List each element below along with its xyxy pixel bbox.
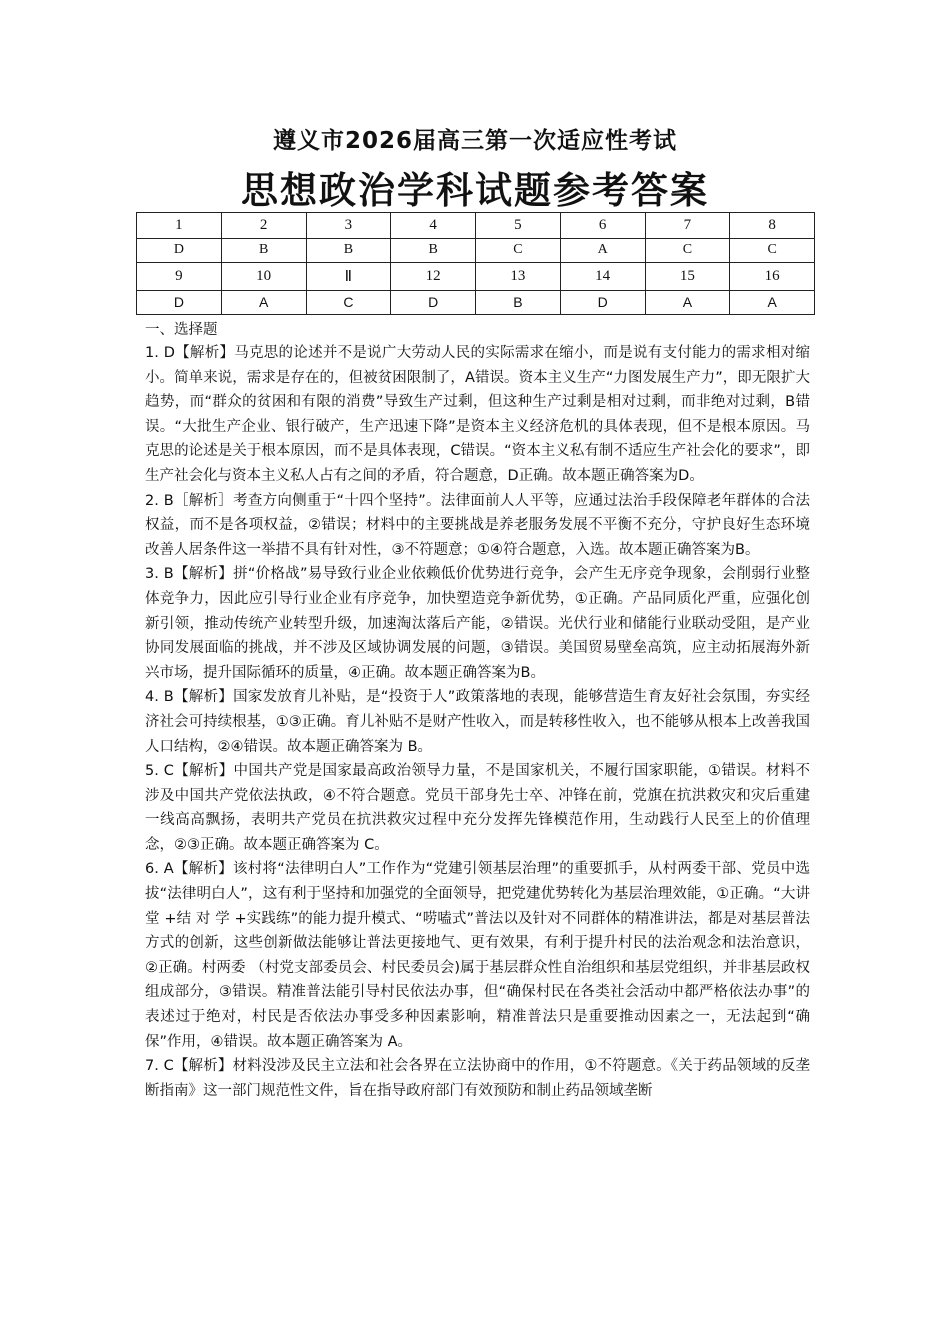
explanation-paragraph: 2. B［解析］考查方向侧重于“十四个坚持”。法律面前人人平等，应通过法治手段保障老年群体的合法权益，而不是各项权益，②错误；材料中的主要挑战是养老服务发展不平衡不充分，守护良好生态环境改善人居条件这一举措不具有针对性，③不符题意；①④符合题意，入选。故本题正确答案为B。 [145, 492, 810, 558]
table-cell: 16 [730, 262, 815, 290]
table-cell: 3 [306, 213, 391, 239]
explanation-paragraph: 3. B【解析】拼“价格战”易导致行业企业依赖低价优势进行竞争，会产生无序竞争现象，会削弱行业整体竞争力，因此应引导行业企业有序竞争，加快塑造竞争新优势，①正确。产品同质化严重，应强化创新引领，推动传统产业转型升级，加速淘汰落后产能，②错误。光伏行业和储能行业联动受阻，是产业协同发展面临的挑战，并不涉及区域协调发展的问题，③错误。美国贸易壁垒高筑，应主动拓展海外新兴市场，提升国际循环的质量，④正确。故本题正确答案为B。 [145, 566, 810, 681]
table-cell: 2 [221, 213, 306, 239]
table-cell: B [391, 238, 476, 262]
question-number-row [137, 213, 815, 239]
question-number-row [137, 262, 815, 290]
table-cell: 9 [137, 262, 222, 290]
table-cell: 8 [730, 213, 815, 239]
table-cell: C [306, 290, 391, 314]
explanation-paragraph: 6. A【解析】该村将“法律明白人”工作作为“党建引领基层治理”的重要抓手，从村两委干部、党员中选拔“法律明白人”，这有利于坚持和加强党的全面领导，把党建优势转化为基层治理效能，①正确。“大讲堂 +结 对 学 +实践练”的能力提升模式、“唠嗑式”普法以及针对不同群体的精准讲法，都是对基层普法方式的创新，这些创新做法能够让普法更接地气、更有效果，有利于提升村民的法治观念和法治意识，②正确。村两委 （村党支部委员会、村民委员会)属于基层群众性自治组织和基层党组织，并非基层政权组成部分，③错误。精准普法能引导村民依法办事，但“确保村民在各类社会活动中都严格依法办事”的表述过于绝对，村民是否依法办事受多种因素影响，精准普法只是重要推动因素之一，无法起到“确保”作用，④错误。故本题正确答案为 A。 [145, 861, 810, 1050]
table-cell: A [221, 290, 306, 314]
explanation-paragraph: 7. C【解析】材料没涉及民主立法和社会各界在立法协商中的作用，①不符题意。《关于药品领域的反垄断指南》这一部门规范性文件，旨在指导政府部门有效预防和制止药品领域垄断 [145, 1058, 810, 1099]
table-cell: C [476, 238, 561, 262]
table-cell: C [730, 238, 815, 262]
section-heading: 一、选择题 [145, 322, 218, 338]
table-cell: A [645, 290, 730, 314]
explanations [145, 341, 810, 1103]
table-cell: Ⅱ [306, 262, 391, 290]
subject-title: 思想政治学科试题参考答案 [241, 168, 709, 212]
explanation-paragraph: 1. D【解析】马克思的论述并不是说广大劳动人民的实际需求在缩小，而是说有支付能力的需求相对缩小。简单来说，需求是存在的，但被贫困限制了，A错误。资本主义生产“力图发展生产力”，即无限扩大趋势，而“群众的贫困和有限的消费”导致生产过剩，但这种生产过剩是相对过剩，而非绝对过剩，B错误。“大批生产企业、银行破产，生产迅速下降”是资本主义经济危机的具体表现，但不是根本原因。马克思的论述是关于根本原因，而不是具体表现，C错误。“资本主义私有制不适应生产社会化的要求”，即生产社会化与资本主义私人占有之间的矛盾，符合题意，D正确。故本题正确答案为D。 [145, 345, 810, 484]
table-cell: C [645, 238, 730, 262]
table-cell: 13 [476, 262, 561, 290]
explanation-paragraph: 4. B【解析】国家发放育儿补贴，是“投资于人”政策落地的表现，能够营造生育友好社会氛围，夯实经济社会可持续根基，①③正确。育儿补贴不是财产性收入，而是转移性收入，也不能够从根本上改善我国人口结构，②④错误。故本题正确答案为 B。 [145, 689, 810, 755]
table-cell: 15 [645, 262, 730, 290]
table-cell: 5 [476, 213, 561, 239]
table-cell: B [221, 238, 306, 262]
table-cell: D [137, 238, 222, 262]
table-cell: D [560, 290, 645, 314]
table-cell: A [730, 290, 815, 314]
table-cell: 6 [560, 213, 645, 239]
table-cell: D [391, 290, 476, 314]
table-cell: 12 [391, 262, 476, 290]
table-cell: A [560, 238, 645, 262]
explanation-paragraph: 5. C【解析】中国共产党是国家最高政治领导力量，不是国家机关，不履行国家职能，①错误。材料不涉及中国共产党依法执政，④不符合题意。党员干部身先士卒、冲锋在前，党旗在抗洪救灾和灾后重建一线高高飘扬，表明共产党员在抗洪救灾过程中充分发挥先锋模范作用，生动践行人民至上的价值理念，②③正确。故本题正确答案为 C。 [145, 763, 810, 853]
table-cell: 14 [560, 262, 645, 290]
table-cell: 10 [221, 262, 306, 290]
table-cell: 7 [645, 213, 730, 239]
answer-key-table [136, 212, 815, 315]
table-cell: B [476, 290, 561, 314]
table-cell: 4 [391, 213, 476, 239]
exam-title: 遵义市2026届高三第一次适应性考试 [272, 128, 677, 154]
table-cell: B [306, 238, 391, 262]
table-cell: D [137, 290, 222, 314]
answer-row [137, 238, 815, 262]
answer-row [137, 290, 815, 314]
table-cell: 1 [137, 213, 222, 239]
